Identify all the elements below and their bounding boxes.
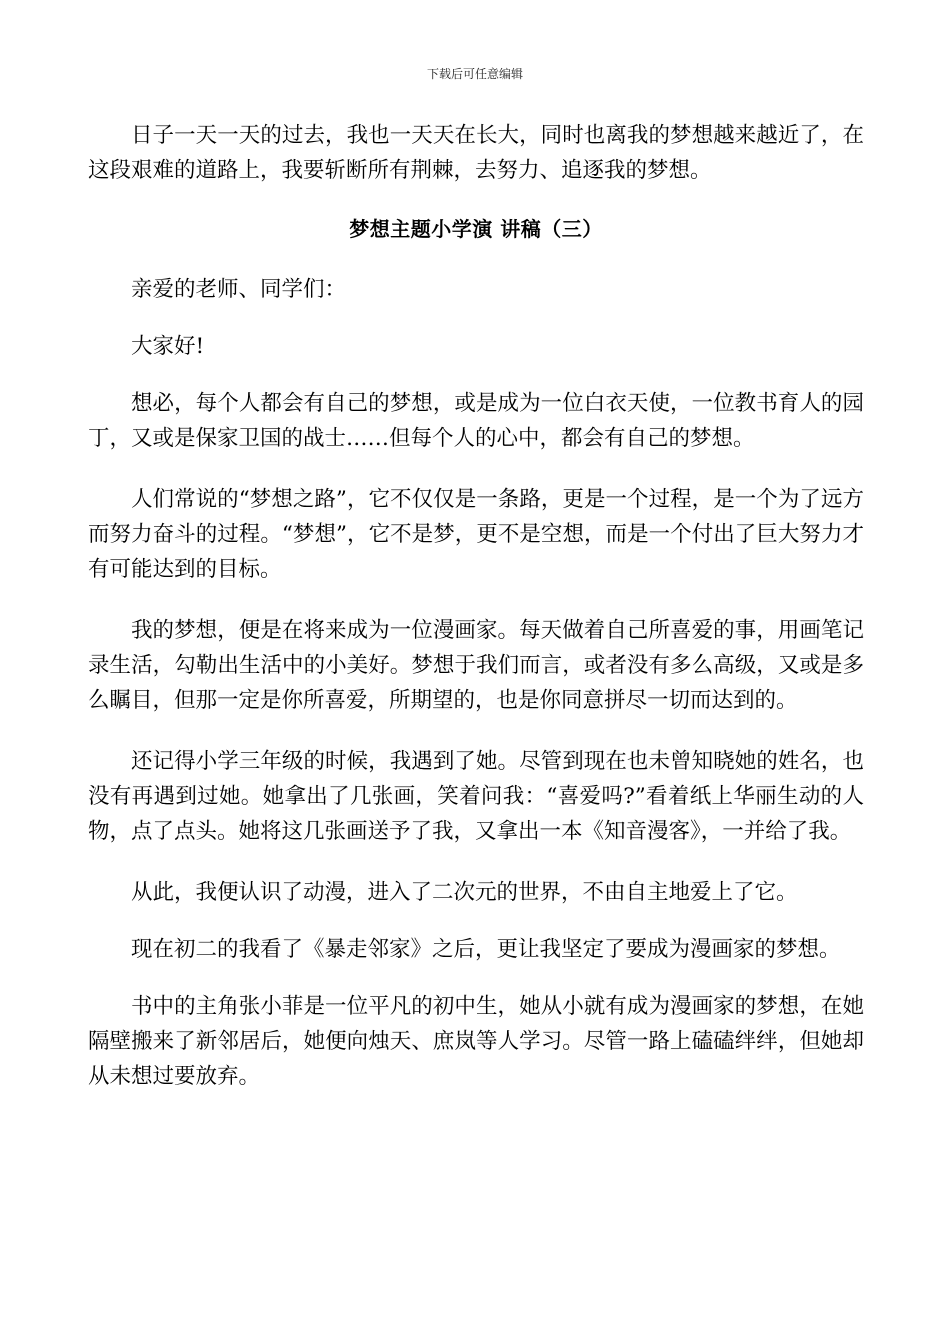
- paragraph: 书中的主角张小菲是一位平凡的初中生，她从小就有成为漫画家的梦想，在她隔壁搬来了新邻居后，她便向烛天、庶岚等人学习。尽管一路上磕磕绊绊，但她却从未想过要放弃。: [88, 994, 864, 1089]
- paragraph: 我的梦想，便是在将来成为一位漫画家。每天做着自己所喜爱的事，用画笔记录生活，勾勒出生活中的小美好。梦想于我们而言，或者没有多么高级，又或是多么瞩目，但那一定是你所喜爱，所期望的，也是你同意拼尽一切而达到的。: [88, 618, 864, 713]
- paragraph-greeting: 亲爱的老师、同学们：: [131, 277, 347, 302]
- intro-paragraph: 日子一天一天的过去，我也一天天在长大，同时也离我的梦想越来越近了，在这段艰难的道路上，我要斩断所有荆棘，去努力、追逐我的梦想。: [88, 123, 864, 183]
- paragraph: 从此，我便认识了动漫，进入了二次元的世界，不由自主地爱上了它。: [131, 880, 798, 905]
- paragraph-hello: 大家好!: [131, 334, 205, 359]
- paragraph: 现在初二的我看了《暴走邻家》之后，更让我坚定了要成为漫画家的梦想。: [131, 937, 841, 962]
- paragraph: 想必，每个人都会有自己的梦想，或是成为一位白衣天使，一位教书育人的园丁，又或是保家卫国的战士……但每个人的心中，都会有自己的梦想。: [88, 391, 864, 451]
- document-body: [88, 118, 864, 1120]
- paragraph: 还记得小学三年级的时候，我遇到了她。尽管到现在也未曾知晓她的姓名，也没有再遇到过她。她拿出了几张画，笑着问我：“喜爱吗?”看着纸上华丽生动的人物，点了点头。她将这几张画送予了我，又拿出一本《知音漫客》，一并给了我。: [88, 749, 864, 844]
- page-header-note: 下载后可任意编辑: [426, 67, 523, 81]
- section-title: 梦想主题小学演 讲稿（三）: [349, 217, 603, 241]
- paragraph: 人们常说的“梦想之路”，它不仅仅是一条路，更是一个过程，是一个为了远方而努力奋斗的过程。“梦想”，它不是梦，更不是空想，而是一个付出了巨大努力才有可能达到的目标。: [88, 487, 864, 582]
